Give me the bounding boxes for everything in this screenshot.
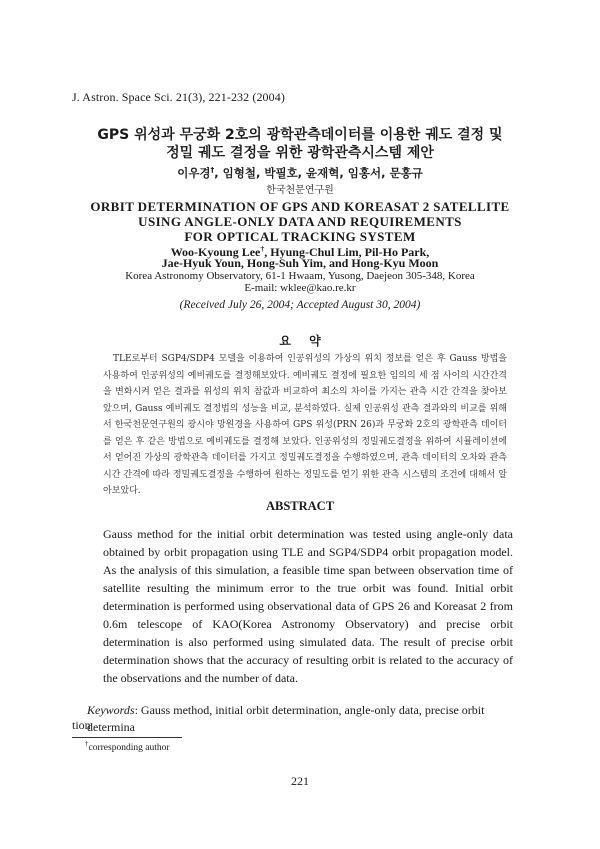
received-dates: (Received July 26, 2004; Accepted August 30, 2004) [179,299,421,311]
english-author-first: Woo-Kyoung Lee [170,245,261,259]
english-authors-rest: , Hyung-Chul Lim, Pil-Ho Park, [264,245,430,259]
footnote [85,740,170,753]
english-title-line-2: USING ANGLE-ONLY DATA AND REQUIREMENTS [138,214,462,229]
page-number: 221 [291,774,309,788]
abstract-body: Gauss method for the initial orbit determination was tested using angle-only data obtained by orbit propagation using TLE and SGP4/SDP4 orbit propagation model. As the analysis of this simulation, a feasible time span between observation time of satellite resulting the minimum error to the true orbit was found. Initial orbit determination is performed using observational data of GPS 26 and Koreasat 2 from 0.6m telescope of KAO(Korea Astronomy Observatory) and precise orbit determination is also performed using simulated data. The result of precise orbit determination shows that the accuracy of resulting orbit is related to the accuracy of the observations and the number of data. [103,527,513,685]
journal-reference: J. Astron. Space Sci. 21(3), 221-232 (2004) [72,90,285,104]
korean-title-line-1: GPS 위성과 무궁화 2호의 광학관측데이터를 이용한 궤도 결정 및 [97,127,503,143]
affiliation-email: E-mail: wklee@kao.re.kr [244,282,356,294]
english-authors-line-2: Jae-Hyuk Youn, Hong-Suh Yim, and Hong-Kyu Moon [161,256,439,270]
korean-abstract-heading: 요 약 [279,334,321,348]
dagger-mark: † [210,165,215,175]
korean-authors-rest: , 임형철, 박필호, 윤재혁, 임홍서, 문홍규 [214,166,423,180]
affiliation-line-1: Korea Astronomy Observatory, 61-1 Hwaam, Yusong, Daejeon 305-348, Korea [125,270,475,282]
english-title-line-3: FOR OPTICAL TRACKING SYSTEM [184,229,416,244]
keywords [87,702,527,736]
korean-institution: 한국천문연구원 [266,185,334,196]
footnote-text: corresponding author [88,743,170,754]
korean-abstract-body: TLE로부터 SGP4/SDP4 모델을 이용하여 인공위성의 가상의 위치 정보를 얻은 후 Gauss 방법을 사용하여 인공위성의 예비궤도를 결정해보았다. 예비궤도 결정에 필요한 임의의 세 점 사이의 시간간격을 변화시켜 얻은 결과를 위성의 위치 참값과 비교하여 최소의 차이를 가지는 관측 시간 간격을 찾아보았으며, Gauss 예비궤도 결정법의 성능을 비교, 분석하였다. 실제 인공위성 관측 결과와의 비교를 위해서 한국천문연구원의 광시야 망원경을 사용하여 GPS 위성(PRN 26)과 무궁화 2호의 광학관측 데이터를 얻은 후 같은 방법으로 예비궤도를 결정해 보았다. 인공위성의 정밀궤도결정을 위하여 시뮬레이션에서 얻어진 가상의 광학관측 데이터를 가지고 정밀궤도결정을 수행하였으며, 관측 데이터의 오차와 관측 시간 간격에 따라 정밀궤도결정을 수행하여 원하는 정밀도를 얻기 위한 관측 시스템의 조건에 대해서 알아보았다. [103,354,507,496]
footnote-divider [72,737,182,738]
abstract-heading: ABSTRACT [265,499,335,513]
korean-title-line-2: 정밀 궤도 결정을 위한 광학관측시스템 제안 [166,145,434,161]
keywords-label: Keywords [87,703,135,717]
korean-author-first: 이우경 [177,166,211,180]
english-title-line-1: ORBIT DETERMINATION OF GPS AND KOREASAT 2 SATELLITE [90,199,510,214]
keywords-text: : Gauss method, initial orbit determination, angle-only data, precise orbit determina [87,703,485,734]
footnote-dagger: † [85,740,89,748]
keywords-continuation: tion [72,718,91,732]
dagger-mark: † [260,244,265,253]
korean-authors [40,165,560,181]
